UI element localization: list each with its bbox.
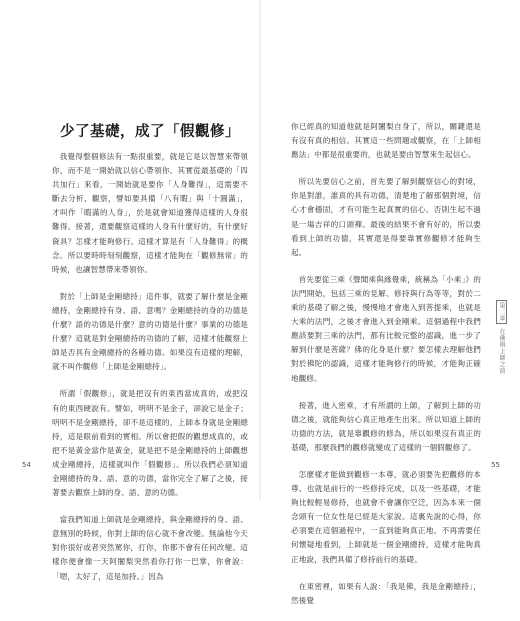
- paragraph: 接著，進入密乘，才有所謂的上師，了解到上師的功德之後，就能夠信心真正地產生出來。所以知道上師的功德的方法，就是靠觀修的修為，所以如果沒有真正的基礎，那麼我們的觀修就變成了這樣的一個假觀修了。: [291, 400, 481, 452]
- paragraph: 所謂「假觀修」，就是把沒有的東西當成真的，或把沒有的東西硬說有。譬如，明明不是金子，卻說它是金子；明明不是金剛總持，卻不是這樣的，上師本身就是金剛總持，這是眼前看到的實相。所以會把假的觀想成真的，或把不是黃金當作是黃金，就是把不是金剛總持的上師觀想成金剛總持，這樣就叫作「假觀修」。所以我們必須知道金剛總持的身、語、意的功德，當你完全了解了之後，接著要去觀察上師的身、語、意的功德。: [52, 389, 248, 498]
- paragraph: 在東密裡，如果有人說：「我是佛，我是金剛總持」，然後覺: [291, 581, 481, 605]
- paragraph: 怎麼樣才能做到觀修一本尊，就必須要先把觀修的本尊、也就是前行的一些修持完成，以及一些基礎，才能夠比較輕易修持，也就會不會讓你空泛，因為本來一個念頭有一位女性是已經是大家說。這裏先說的心得，你必須要在這個過程中，一直到能夠真正地、不再需要任何懷疑地看到，上師就是一個金剛總持，這樣才能夠真正地說，我們具備了修持前行的基礎。: [291, 469, 481, 564]
- section-heading: 少了基礎，成了「假觀修」: [60, 123, 240, 140]
- paragraph: 所以先要信心之前，首先要了解到觀察信心的對境，你是對誰，誰真的具有功德，清楚地了解那個對境，信心才會穩固，才有可能生起真實的信心。否則生起不過是一場吉祥的口頭禪。最後的結果不會有好的，所以要看到上師的功德，其實還是得要靠實修觀修才能夠生起。: [291, 177, 481, 257]
- paragraph: 我覺得整個修法有一點很重要，就是它是以智慧來帶領你，而不是一開始就以信心帶領你。其實從最基礎的「四共加行」來看，一開始就是要你「人身難得」，這需要不斷去分析、觀察，譬如要具備「八有暇」與「十圓滿」，才叫作「暇滿的人身」，於是就會知道獲得這樣的人身很難得。接著，還要觀察這樣的人身有什麼好的，有什麼好資具？怎樣才能夠修行。這樣才算是有「人身難得」的概念。所以要時時刻刻觀察，這樣才能夠在「觀修無常」的時候，也讓智慧帶來帶領你。: [52, 152, 248, 274]
- running-header: [496, 300, 507, 374]
- right-page: [261, 0, 520, 605]
- chapter-label: 第二章: [498, 302, 505, 322]
- left-text-block: [52, 150, 248, 597]
- paragraph: 對於「上師是金剛總持」這件事，就要了解什麼是金剛總持，金剛總持有身、語、意嗎？金剛總持的身的功德是什麼？語的功德是什麼？意的功德是什麼？事業的功德是什麼？這就是對金剛總持的功德的了解，這樣才能觀察上師是否具有金剛總持的各種功德。如果沒有這樣的理解，就不叫作觀修「上師是金剛總持」。: [52, 291, 248, 372]
- paragraph: 當我們知道上師就是金剛總持，與金剛總持的身、語、意無別的時候，你對上師的信心就不會改變。無論他今天對你很好或者突然罵你，打你，你都不會有任何改變。這樣你便會像一天阿闍梨突然看你打你一巴掌，你會說：「嗯，太好了，這是加持。」因為: [52, 515, 248, 581]
- right-text-block: [291, 120, 481, 621]
- paragraph: 首先要從三乘《聲聞乘與緣覺乘，統稱為「小乘」》的法門開始，包括三乘的見解、修持與行為等等，對於二乘的基礎了解之後，慢慢地才會進入到菩提乘，也就是大乘的法門，之後才會進入到金剛乘。這個過程中我們應該要對三乘的法門，都有比較完整的認識，進一步了解到什麼是菩薩？佛的化身是什麼？要怎樣去理解他們對於佛陀的認識，這樣才能夠修行的時候，才能夠正確地觀修。: [291, 274, 481, 383]
- chapter-title: 在佛與上師之前: [498, 328, 505, 375]
- paragraph: 你已經真的知道他就是阿闍梨自身了，所以，關鍵還是有沒有真的相信。其實這一些問題或觀察，在「上師相應法」中都是很重要的，也就是要由智慧來生起信心。: [291, 122, 481, 160]
- page-number-right: 55: [491, 461, 500, 469]
- left-page: [0, 0, 259, 581]
- page-number-left: 54: [22, 461, 31, 469]
